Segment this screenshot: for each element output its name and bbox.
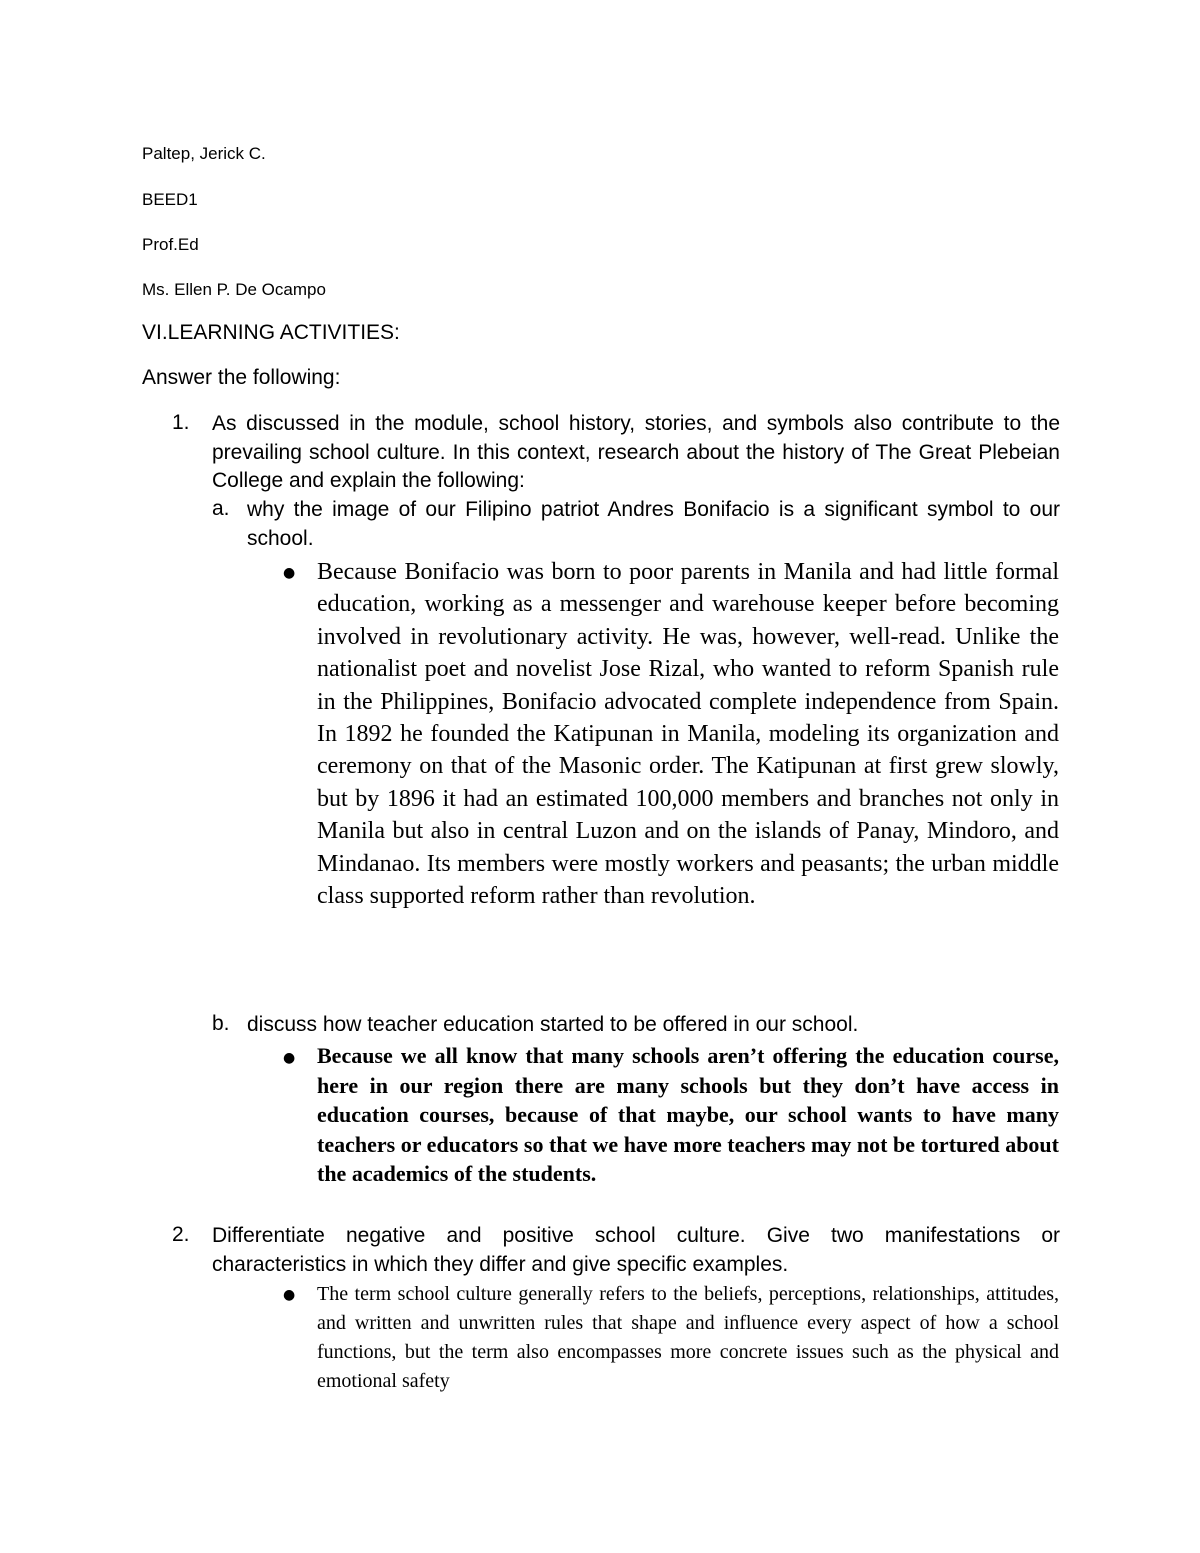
answer-paragraph: Because we all know that many schools aren’t offering the education course, here in our region there are many schools but they don’t have access in education courses, because of that maybe, our school wants to have many teachers or educators so that we have more teachers may not be tortured about the academics of the students.	[317, 1043, 1059, 1186]
instruction-text: Answer the following:	[142, 366, 341, 389]
section-title: VI.LEARNING ACTIVITIES:	[142, 321, 400, 344]
question-number: 1.	[172, 411, 190, 434]
instructor-name: Ms. Ellen P. De Ocampo	[142, 280, 326, 299]
course-code: BEED1	[142, 190, 198, 209]
sub-question-letter: b.	[212, 1012, 230, 1035]
bullet-icon: ●	[283, 1050, 296, 1066]
question-text: As discussed in the module, school history, stories, and symbols also contribute to the prevailing school culture. In this context, research about the history of The Great Plebeian College and explain the following:	[212, 412, 1060, 492]
bullet-icon: ●	[283, 565, 296, 581]
sub-question-letter: a.	[212, 497, 230, 520]
subject-name: Prof.Ed	[142, 235, 199, 254]
student-name: Paltep, Jerick C.	[142, 144, 266, 163]
sub-question-text: discuss how teacher education started to be offered in our school.	[247, 1013, 859, 1036]
question-text: Differentiate negative and positive school culture. Give two manifestations or characteristics in which they differ and give specific examples.	[212, 1224, 1060, 1276]
answer-paragraph: The term school culture generally refers to the beliefs, perceptions, relationships, attitudes, and written and unwritten rules that shape and influence every aspect of how a school functions, but the term also encompasses more concrete issues such as the physical and emotional safety	[317, 1283, 1059, 1392]
bullet-icon: ●	[283, 1287, 296, 1303]
answer-paragraph: Because Bonifacio was born to poor parents in Manila and had little formal education, working as a messenger and warehouse keeper before becoming involved in revolutionary activity. He was, however, well-read. Unlike the nationalist poet and novelist Jose Rizal, who wanted to reform Spanish rule in the Philippines, Bonifacio advocated complete independence from Spain. In 1892 he founded the Katipunan in Manila, modeling its organization and ceremony on that of the Masonic order. The Katipunan at first grew slowly, but by 1896 it had an estimated 100,000 members and branches not only in Manila but also in central Luzon and on the islands of Panay, Mindoro, and Mindanao. Its members were mostly workers and peasants; the urban middle class supported reform rather than revolution.	[317, 559, 1059, 910]
sub-question-text: why the image of our Filipino patriot Andres Bonifacio is a significant symbol to our school.	[247, 498, 1060, 550]
question-number: 2.	[172, 1223, 190, 1246]
